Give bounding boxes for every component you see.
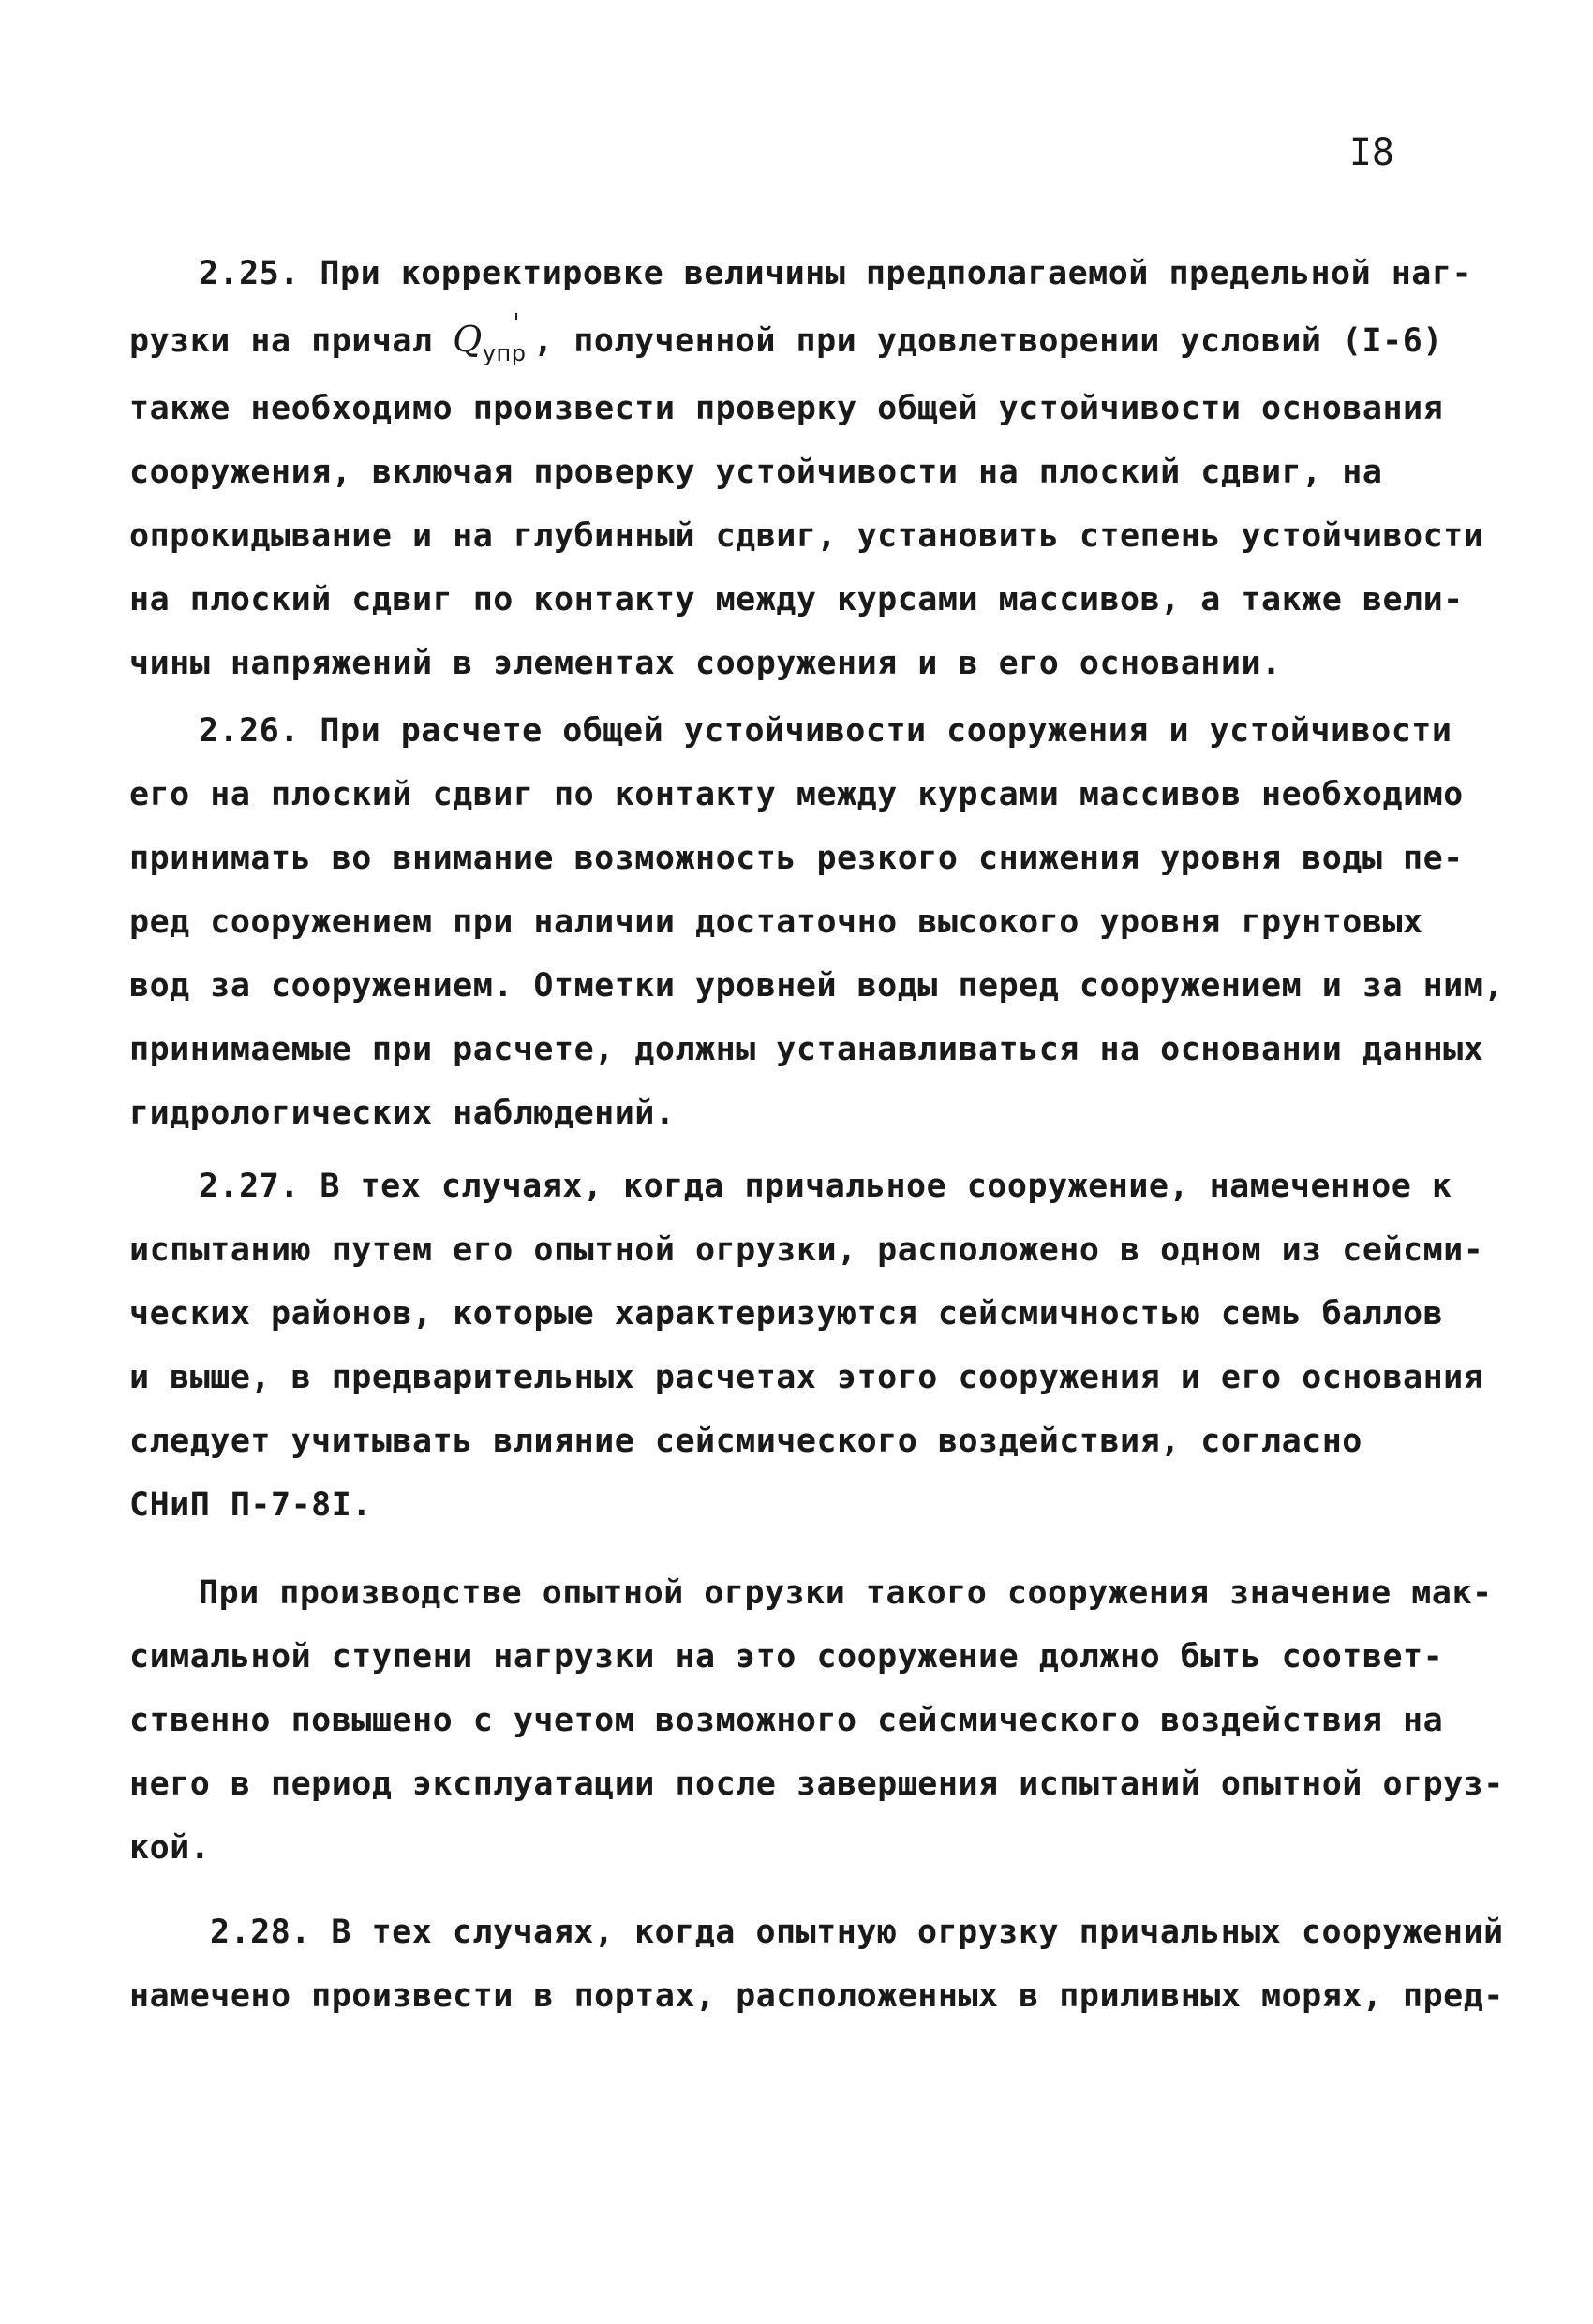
text-line: и выше, в предварительных расчетах этого сооружения и его основания — [129, 1359, 1484, 1396]
text-line: 2.25. При корректировке величины предполагаемой предельной наг- — [199, 255, 1473, 292]
page-number: I8 — [1348, 131, 1394, 174]
text-line: 2.27. В тех случаях, когда причальное сооружение, намеченное к — [199, 1168, 1452, 1205]
text-line: принимаемые при расчете, должны устанавливаться на основании данных — [129, 1031, 1484, 1068]
text-line: чины напряжений в элементах сооружения и в его основании. — [129, 645, 1282, 682]
text-line: испытанию путем его опытной огрузки, расположено в одном из сейсми- — [129, 1231, 1484, 1269]
text-line: следует учитывать влияние сейсмического воздействия, согласно — [129, 1423, 1362, 1460]
text-line: гидрологических наблюдений. — [129, 1095, 676, 1132]
text-fragment: рузки на причал — [129, 322, 454, 360]
text-line: намечено произвести в портах, расположенных в приливных морях, пред- — [129, 1977, 1504, 2015]
text-line: также необходимо произвести проверку общей устойчивости основания — [129, 390, 1444, 427]
text-line: 2.26. При расчете общей устойчивости сооружения и устойчивости — [199, 712, 1452, 750]
formula-subscript: упр — [482, 340, 527, 366]
text-line: ственно повышено с учетом возможного сейсмического воздействия на — [129, 1702, 1444, 1739]
text-line-with-formula — [129, 309, 1443, 366]
text-line: При производстве опытной огрузки такого сооружения значение мак- — [199, 1574, 1493, 1612]
text-line: него в период эксплуатации после завершения испытаний опытной огруз- — [129, 1765, 1504, 1803]
text-line: вод за сооружением. Отметки уровней воды перед сооружением и за ним, — [129, 967, 1504, 1005]
text-line: СНиП П-7-8I. — [129, 1486, 372, 1524]
formula-prime: ' — [513, 309, 521, 337]
text-line: ческих районов, которые характеризуются сейсмичностью семь баллов — [129, 1295, 1444, 1333]
text-line: на плоский сдвиг по контакту между курсами массивов, а также вели- — [129, 581, 1464, 618]
text-line: сооружения, включая проверку устойчивости на плоский сдвиг, на — [129, 454, 1383, 491]
text-line: кой. — [129, 1829, 211, 1867]
text-line: ред сооружением при наличии достаточно высокого уровня грунтовых — [129, 903, 1423, 941]
text-fragment: , полученной при удовлетворении условий (I-6) — [533, 322, 1443, 360]
formula-symbol: Q — [453, 319, 483, 360]
text-line: симальной ступени нагрузки на это сооружение должно быть соответ- — [129, 1638, 1444, 1676]
load-formula — [453, 309, 533, 366]
text-line: его на плоский сдвиг по контакту между курсами массивов необходимо — [129, 776, 1464, 813]
text-line: 2.28. В тех случаях, когда опытную огрузку причальных сооружений — [210, 1914, 1504, 1951]
text-line: опрокидывание и на глубинный сдвиг, установить степень устойчивости — [129, 517, 1484, 555]
text-line: принимать во внимание возможность резкого снижения уровня воды пе- — [129, 840, 1464, 877]
